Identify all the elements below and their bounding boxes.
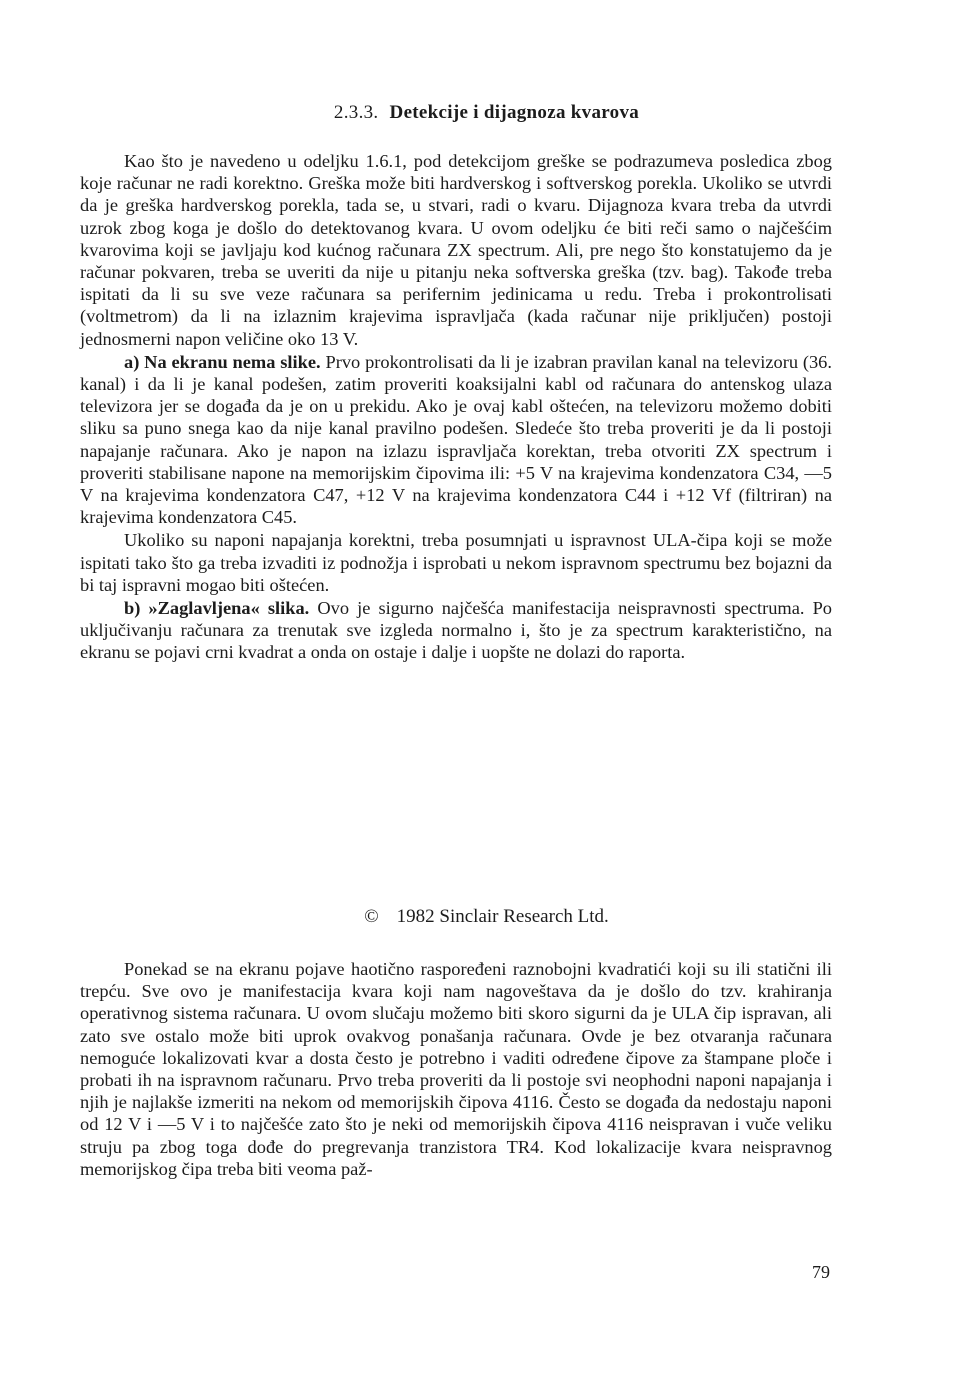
copyright-text: 1982 Sinclair Research Ltd. xyxy=(396,906,609,927)
body-text-lower xyxy=(80,958,832,1180)
case-a-lead: a) Na ekranu nema slike. xyxy=(124,351,321,372)
paragraph-no-picture: a) Na ekranu nema slike. Prvo prokontrolisati da li je izabran pravilan kanal na televizoru (36. kanal) i da li je kanal podešen, zatim proveriti koaksijalni kabl od računara do antenskog ulaza televizora jer se događa da je on u prekidu. Ako je ovaj kabl oštećen, na televizoru možemo dobiti sliku sa puno snega kao da nije kanal pravilno podešen. Sledeće što treba proveriti je da li postoji napajanje računara. Ako je napon na izlazu ispravljača korektan, treba otvoriti ZX spectrum i proveriti stabilisane napone na memorijskim čipovima ili: +5 V na krajevima kondenzatora C34, —5 V na krajevima kondenzatora C47, +12 V na krajevima kondenzatora C44 i +12 Vf (filtriran) na krajevima kondenzatora C45. xyxy=(80,351,832,528)
body-text-upper xyxy=(80,150,832,664)
section-number: 2.3.3. xyxy=(333,102,379,123)
case-b-lead: b) »Zaglavljena« slika. xyxy=(124,598,310,619)
page-number: 79 xyxy=(812,1262,830,1282)
copyright-symbol: © xyxy=(364,906,379,927)
paragraph-ula-check: Ukoliko su naponi napajanja korektni, treba posumnjati u ispravnost ULA-čipa koji se može ispitati tako što ga treba izvaditi iz podnožja i isprobati u nekom ispravnom spectrumu bez bojazni da bi taj ispravni mogao biti oštećen. xyxy=(80,530,832,595)
paragraph-stuck-picture: b) »Zaglavljena« slika. Ovo je sigurno najčešća manifestacija neispravnosti spectruma. Po uključivanju računara za trenutak sve izgleda normalno i, što je za spectrum karakteristično, na ekranu se pojavi crni kvadrat a onda on ostaje i dalje i uopšte ne dolazi do raporta. xyxy=(80,598,832,663)
paragraph-os-crash: Ponekad se na ekranu pojave haotično raspoređeni raznobojni kvadratići koji su ili statični ili trepću. Sve ovo je manifestacija kvara koji nam nagoveštava da je došlo do tzv. krahiranja operativnog sistema računara. U ovom slučaju možemo biti skoro sigurni da je ULA čip ispravan, ali zato sve ostalo može biti uprok ovakvog ponašanja računara. Ovde je bez otvaranja računara nemoguće lokalizovati kvar a dosta često je potrebno i vaditi određene čipove za štampane ploče i probati ih na ispravnom računaru. Prvo treba proveriti da li postoje svi neophodni naponi napajanja i njih je najlakše izmeriti na nekom od memorijskih čipova 4116. Često se događa da nedostaju naponi od 12 V i —5 V i to najčešće zato što je neki od memorijskih čipova 4116 neispravan i vuče veliku struju pa zbog toga dođe do pregrevanja tranzistora TR4. Kod lokalizacije kvara neispravnog memorijskog čipa treba biti veoma paž- xyxy=(80,959,832,1179)
copyright-line xyxy=(0,906,973,928)
section-heading xyxy=(0,102,973,124)
section-title: Detekcije i dijagnoza kvarova xyxy=(389,102,640,123)
paragraph-intro: Kao što je navedeno u odeljku 1.6.1, pod detekcijom greške se podrazumeva posledica zbog koje računar ne radi korektno. Greška može biti hardverskog i softverskog porekla. Ukoliko se utvrdi da je greška hardverskog porekla, tada se, u stvari, radi o kvaru. Dijagnoza kvara treba da utvrdi uzrok zbog koga je došlo do detektovanog kvara. U ovom odeljku će biti reči samo o najčešćim kvarovima koji se javljaju kod kućnog računara ZX spectrum. Ali, pre nego što konstatujemo da je računar pokvaren, treba se uveriti da nije u pitanju neka softverska greška (tzv. bag). Takođe treba ispitati da li su sve veze računara sa perifernim jedinicama u redu. Treba i prokontrolisati (voltmetrom) da li na izlaznim krajevima ispravljača (kada računar nije priključen) postoji jednosmerni napon veličine oko 13 V. xyxy=(80,151,832,349)
